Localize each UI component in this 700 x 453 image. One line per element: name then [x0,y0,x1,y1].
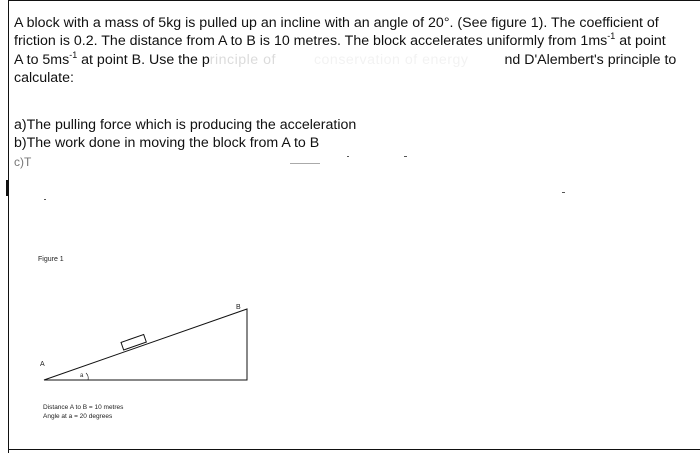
part-b: b)The work done in moving the block from A to B [14,135,320,152]
caption-angle: Angle at a = 20 degrees [43,412,113,420]
point-b-label: B [236,304,241,311]
angle-label: a [80,373,84,379]
exponent: -1 [69,49,78,60]
part-c-partial: c)T [14,154,32,169]
question-line-2: friction is 0.2. The distance from A to B is 10 metres. The block accelerates uniformly from $1ms^{-1}$ at point [14,31,666,50]
figure-title: Figure 1 [38,256,64,263]
caption-distance: Distance A to B = 10 metres [43,404,124,411]
incline-triangle [44,309,247,380]
question-line-4: calculate: [14,70,74,87]
question-line-3: A to $5ms^{-1}$ at point B. Use the principle of conservation of energy nd D'Alembert's principle to [14,49,677,68]
exponent: -1 [607,31,616,42]
part-a: a)The pulling force which is producing the acceleration [14,117,357,133]
angle-arc [86,373,88,380]
block [121,334,146,349]
figure-caption [43,404,123,421]
question-line-1: A block with a mass of 5kg is pulled up an incline with an angle of 20°. (See figure 1). The coefficient of [14,15,659,31]
point-a-label: A [40,361,45,368]
obscured-text-gap: conservation of energy [313,51,469,68]
obscured-text: rinciple of [209,51,276,68]
